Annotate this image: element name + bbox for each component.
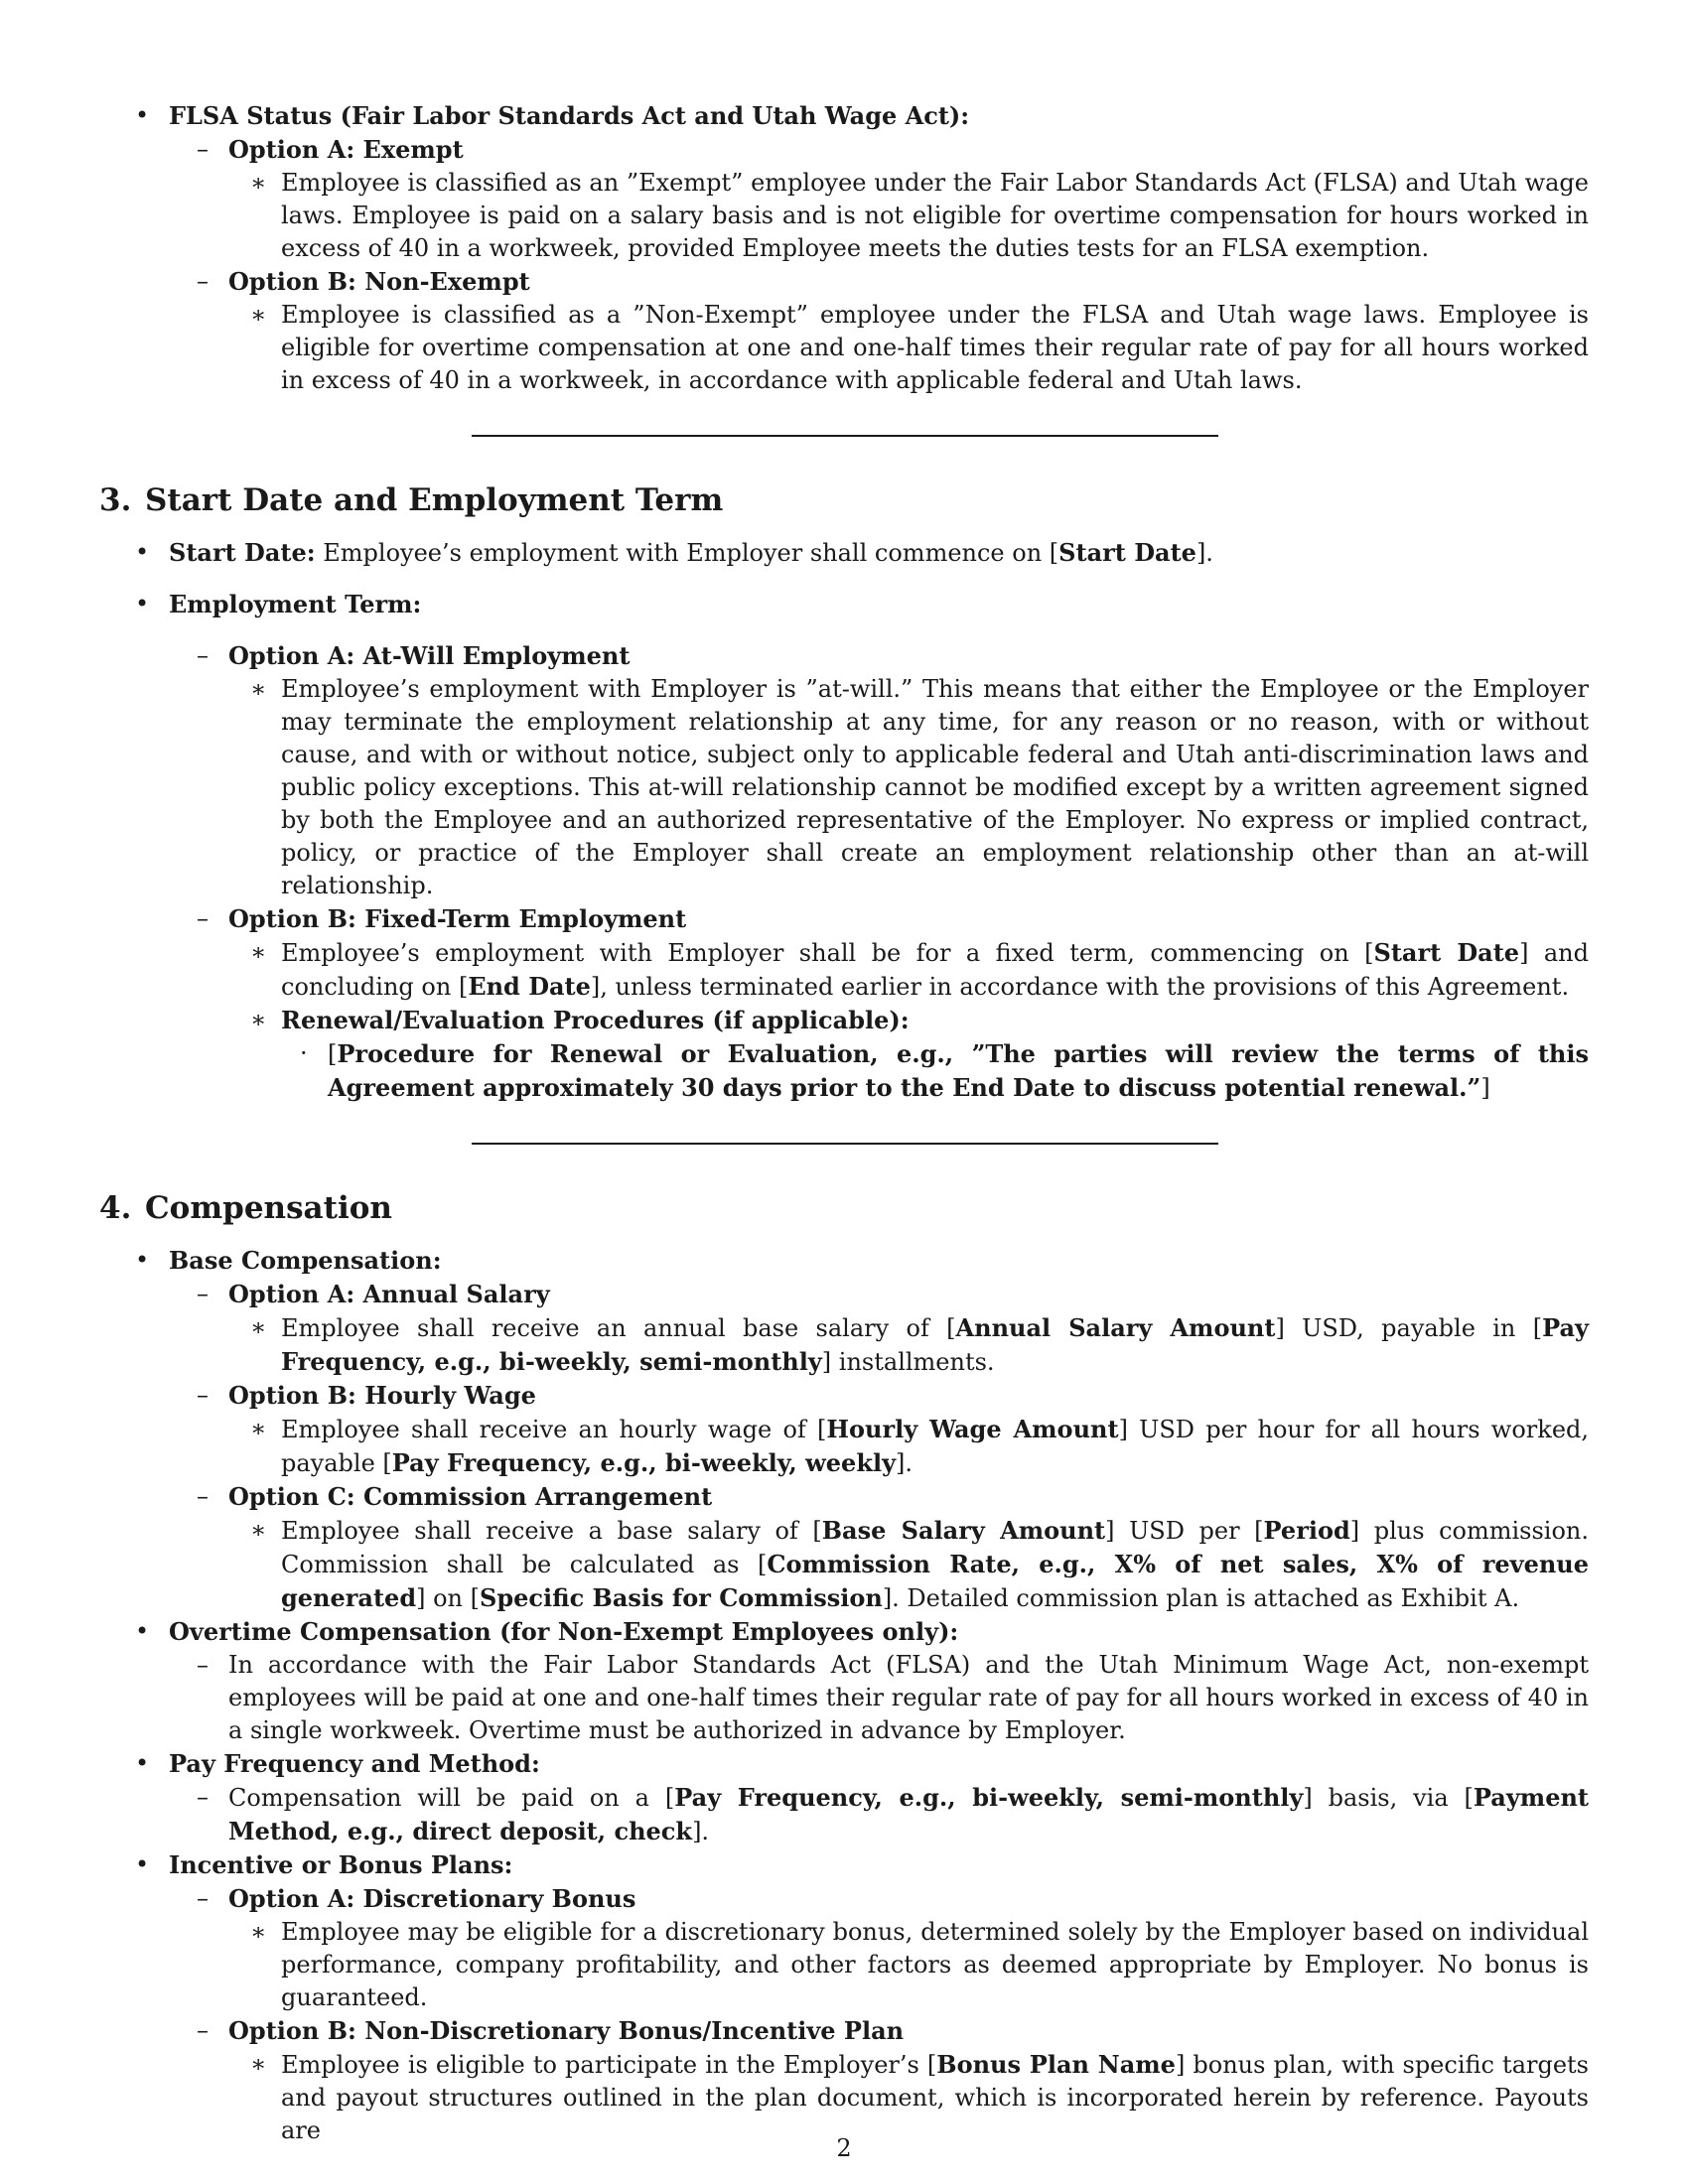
bullet-marker: • [135, 1749, 150, 1777]
dash-marker: – [197, 904, 209, 932]
hourly-wage-placeholder: Hourly Wage Amount [826, 1415, 1119, 1443]
term-option-b-text-1: Employee’s employment with Employer shall be for a fixed term, commencing on [ [281, 939, 1374, 967]
list-item-overtime [99, 1615, 1589, 1649]
dash-marker: – [197, 2016, 209, 2044]
flsa-option-a-label: Option A: Exempt [228, 135, 464, 164]
bullet-marker: • [135, 1850, 150, 1878]
bonus-option-b-text-2: ] bonus plan, with specific targets and payout structures outlined in the plan document, which is incorporated herein by reference. Payouts are [281, 2051, 1589, 2144]
renewal-close-bracket: ] [1480, 1074, 1490, 1102]
bonus-option-a-text: Employee may be eligible for a discretionary bonus, determined solely by the Employer based on individual performance, company profitability, and other factors as deemed appropriate by Employer. No bonus is guaranteed. [281, 1918, 1589, 2011]
pay-frequency-placeholder: Pay Frequency, e.g., bi-weekly, semi-monthly [281, 1313, 1589, 1376]
annual-salary-placeholder: Annual Salary Amount [955, 1313, 1276, 1342]
list-item-overtime-text [99, 1649, 1589, 1747]
list-item-comp-option-c [99, 1480, 1589, 1514]
term-option-b-text-2: ] and concluding on [ [281, 939, 1589, 1001]
section-4-number: 4. [99, 1190, 132, 1226]
comp-option-c-label: Option C: Commission Arrangement [228, 1482, 713, 1511]
bullet-marker: • [135, 1617, 150, 1645]
list-item-pay-frequency-text [99, 1781, 1589, 1848]
list-item-comp-option-b [99, 1379, 1589, 1413]
list-item-term-option-b-text [99, 936, 1589, 1004]
star-marker: ∗ [250, 1516, 267, 1544]
comp-option-b-text-3: ]. [896, 1449, 914, 1477]
bonus-option-b-text-1: Employee is eligible to participate in the Employer’s [ [281, 2051, 937, 2079]
section-divider [472, 435, 1218, 437]
commission-rate-placeholder: Commission Rate, e.g., X% of net sales, X% of revenue generated [281, 1550, 1590, 1612]
period-placeholder: Period [1263, 1516, 1350, 1545]
flsa-option-b-text: Employee is classified as a ”Non-Exempt” employee under the FLSA and Utah wage laws. Employee is eligible for overtime compensation at one and one-half times their regular rate of pay for all hours worked in excess of 40 in a workweek, in accordance with applicable federal and Utah laws. [281, 301, 1589, 394]
comp-option-b-text-2: ] USD per hour for all hours worked, payable [ [281, 1416, 1590, 1477]
page-number: 2 [836, 2134, 852, 2162]
list-item-term-option-a [99, 639, 1589, 673]
list-item-pay-frequency [99, 1747, 1589, 1781]
dash-marker: – [197, 1783, 209, 1811]
star-marker: ∗ [250, 2050, 267, 2078]
comp-option-c-text-3: ] plus commission. Commission shall be calculated as [ [281, 1517, 1590, 1578]
section-3-number: 3. [99, 482, 132, 518]
bonus-plan-name-placeholder: Bonus Plan Name [936, 2050, 1176, 2079]
term-option-b-text-3: ], unless terminated earlier in accordance with the provisions of this Agreement. [590, 973, 1570, 1001]
star-marker: ∗ [250, 1313, 267, 1341]
comp-option-b-text-1: Employee shall receive an hourly wage of [ [281, 1416, 827, 1443]
dash-marker: – [197, 267, 209, 295]
base-salary-placeholder: Base Salary Amount [821, 1516, 1106, 1545]
comp-option-c-text-2: ] USD per [ [1105, 1517, 1264, 1545]
bonus-option-b-label: Option B: Non-Discretionary Bonus/Incentive Plan [228, 2016, 905, 2045]
flsa-status-label: FLSA Status (Fair Labor Standards Act and Utah Wage Act): [169, 101, 970, 130]
star-marker: ∗ [250, 938, 267, 966]
star-marker: ∗ [250, 1918, 267, 1946]
pay-frequency-placeholder: Pay Frequency, e.g., bi-weekly, semi-monthly [674, 1783, 1304, 1812]
list-item-bonus-option-b-text [99, 2048, 1589, 2147]
pay-frequency-label: Pay Frequency and Method: [169, 1749, 540, 1778]
bonus-option-a-label: Option A: Discretionary Bonus [228, 1884, 636, 1913]
star-marker: ∗ [250, 301, 267, 329]
list-item-comp-option-c-text [99, 1514, 1589, 1615]
comp-option-c-text-4: ] on [ [416, 1584, 480, 1612]
list-item-term-option-b [99, 902, 1589, 936]
base-compensation-label: Base Compensation: [169, 1246, 442, 1275]
flsa-option-a-text: Employee is classified as an ”Exempt” employee under the Fair Labor Standards Act (FLSA) and Utah wage laws. Employee is paid on a salary basis and is not eligible for overtime compensation for hours worked in excess of 40 in a workweek, provided Employee meets the duties tests for an FLSA exemption. [281, 169, 1589, 262]
list-item-flsa-status [99, 99, 1589, 133]
renewal-open-bracket: [ [328, 1040, 338, 1068]
list-item-bonus-option-b [99, 2014, 1589, 2048]
overtime-text: In accordance with the Fair Labor Standards Act (FLSA) and the Utah Minimum Wage Act, non-exempt employees will be paid at one and one-half times their regular rate of pay for all hours worked in excess of 40 in a single workweek. Overtime must be authorized in advance by Employer. [228, 1651, 1589, 1744]
term-option-a-label: Option A: At-Will Employment [228, 641, 631, 670]
incentive-label: Incentive or Bonus Plans: [169, 1850, 513, 1879]
start-date-text-end: ]. [1196, 539, 1213, 567]
section-4-heading [99, 1188, 1589, 1228]
list-item-incentive [99, 1848, 1589, 1882]
list-item-renewal-procedures [99, 1004, 1589, 1037]
pay-frequency-text-2: ] basis, via [ [1303, 1784, 1474, 1812]
bullet-marker: • [135, 101, 150, 129]
payment-method-placeholder: Payment Method, e.g., direct deposit, check [228, 1783, 1590, 1845]
comp-option-a-text-3: ] installments. [821, 1348, 995, 1376]
star-marker: ∗ [250, 1006, 267, 1033]
bullet-marker: • [135, 1246, 150, 1274]
flsa-option-b-label: Option B: Non-Exempt [228, 267, 530, 296]
comp-option-c-text-5: ]. Detailed commission plan is attached as Exhibit A. [882, 1584, 1520, 1612]
list-item-employment-term [99, 588, 1589, 621]
comp-option-c-text-1: Employee shall receive a base salary of [ [281, 1517, 822, 1545]
term-option-a-text: Employee’s employment with Employer is ”at-will.” This means that either the Employee or the Employer may terminate the employment relationship at any time, for any reason or no reason, with or without cause, and with or without notice, subject only to applicable federal and Utah anti-discrimination laws and public policy exceptions. This at-will relationship cannot be modified except by a written agreement signed by both the Employee and an authorized representative of the Employer. No express or implied contract, policy, or practice of the Employer shall create an employment relationship other than an at-will relationship. [281, 675, 1589, 899]
list-item-renewal-text [99, 1037, 1589, 1105]
comp-option-a-text-2: ] USD, payable in [ [1275, 1314, 1543, 1342]
star-marker: ∗ [250, 1415, 267, 1442]
pay-frequency-text-3: ]. [692, 1818, 710, 1845]
comp-option-b-label: Option B: Hourly Wage [228, 1381, 536, 1410]
dash-marker: – [197, 1381, 209, 1409]
term-option-b-label: Option B: Fixed-Term Employment [228, 904, 687, 933]
start-date-label: Start Date: [169, 538, 316, 567]
dash-marker: – [197, 1884, 209, 1912]
dot-marker: · [300, 1039, 308, 1067]
bullet-marker: • [135, 538, 150, 566]
section-divider [472, 1143, 1218, 1145]
list-item-base-compensation [99, 1244, 1589, 1278]
section-4-title: Compensation [145, 1190, 392, 1226]
list-item-term-option-a-text [99, 673, 1589, 902]
list-item-flsa-option-b [99, 265, 1589, 299]
list-item-comp-option-b-text [99, 1413, 1589, 1480]
section-3-heading [99, 480, 1589, 520]
dash-marker: – [197, 1651, 209, 1679]
list-item-flsa-option-a [99, 133, 1589, 167]
term-start-date-placeholder: Start Date [1373, 938, 1520, 967]
employment-term-label: Employment Term: [169, 590, 422, 618]
list-item-flsa-option-b-text [99, 299, 1589, 397]
list-item-bonus-option-a [99, 1882, 1589, 1916]
start-date-text: Employee’s employment with Employer shall commence on [ [315, 539, 1059, 567]
dash-marker: – [197, 135, 209, 163]
list-item-start-date [99, 536, 1589, 570]
commission-basis-placeholder: Specific Basis for Commission [480, 1583, 883, 1612]
document-page [99, 99, 1589, 2147]
list-item-comp-option-a [99, 1278, 1589, 1311]
dash-marker: – [197, 1280, 209, 1307]
comp-option-a-text-1: Employee shall receive an annual base salary of [ [281, 1314, 956, 1342]
overtime-label: Overtime Compensation (for Non-Exempt Employees only): [169, 1617, 959, 1646]
star-marker: ∗ [250, 675, 267, 703]
pay-frequency-text-1: Compensation will be paid on a [ [228, 1784, 675, 1812]
term-end-date-placeholder: End Date [468, 972, 591, 1001]
pay-frequency-placeholder: Pay Frequency, e.g., bi-weekly, weekly [391, 1448, 897, 1477]
comp-option-a-label: Option A: Annual Salary [228, 1280, 550, 1308]
dash-marker: – [197, 641, 209, 669]
dash-marker: – [197, 1482, 209, 1510]
renewal-procedure-placeholder: Procedure for Renewal or Evaluation, e.g., ”The parties will review the terms of this Agreement approximately 30 days prior to the End Date to discuss potential renewal.” [328, 1039, 1589, 1102]
renewal-procedures-label: Renewal/Evaluation Procedures (if applicable): [281, 1006, 910, 1034]
list-item-flsa-option-a-text [99, 167, 1589, 265]
star-marker: ∗ [250, 169, 267, 197]
section-3-title: Start Date and Employment Term [145, 482, 724, 518]
start-date-placeholder: Start Date [1058, 538, 1196, 567]
list-item-comp-option-a-text [99, 1311, 1589, 1379]
list-item-bonus-option-a-text [99, 1916, 1589, 2014]
bullet-marker: • [135, 590, 150, 617]
